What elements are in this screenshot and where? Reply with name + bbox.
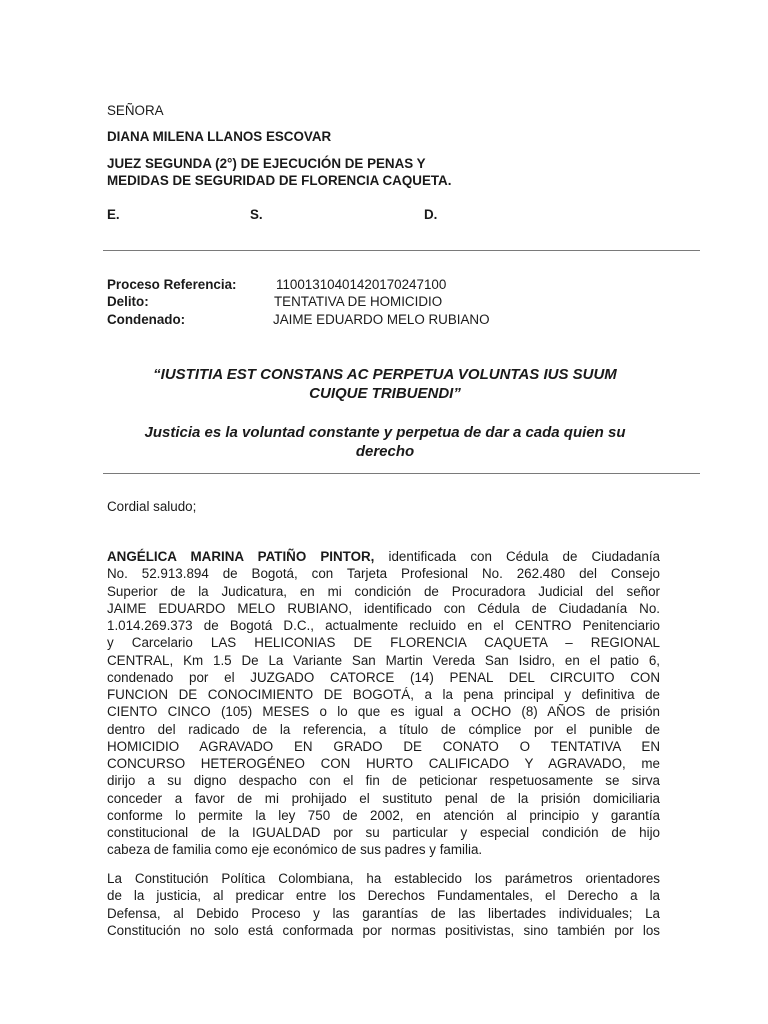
esd-s: S. [250, 207, 263, 222]
paragraph-constitution [107, 870, 660, 939]
paragraph-line: de la justicia, al predicar entre los Derechos Fundamentales, el Derecho a la [107, 888, 660, 904]
addressee-title-line-1: JUEZ SEGUNDA (2°) DE EJECUCIÓN DE PENAS Y [107, 156, 426, 171]
salutation: SEÑORA [107, 103, 164, 118]
paragraph-line: La Constitución Política Colombiana, ha establecido los parámetros orientadores [107, 871, 660, 886]
esd-e: E. [107, 207, 120, 222]
paragraph-line: JAIME EDUARDO MELO RUBIANO, identificado con Cédula de Ciudadanía No. [107, 600, 660, 616]
esd-d: D. [424, 207, 438, 222]
spanish-motto-line-2: derecho [355, 443, 415, 460]
paragraph-line: CIENTO CINCO (105) MESES o lo que es igual a OCHO (8) AÑOS de prisión [107, 704, 660, 720]
paragraph-line: dirijo a su digno despacho con el fin de peticionar respetuosamente se sirva [107, 773, 660, 789]
paragraph-line: cabeza de familia como eje económico de sus padres y familia. [107, 842, 483, 858]
paragraph-line: CENTRAL, Km 1.5 De La Variante San Martin Vereda San Isidro, en el patio 6, [107, 652, 660, 668]
latin-motto-line-2: CUIQUE TRIBUENDI” [309, 385, 461, 402]
paragraph-line: Superior de la Judicatura, en mi condición de Procuradora Judicial del señor [107, 583, 660, 599]
condenado-value: JAIME EDUARDO MELO RUBIANO [273, 312, 490, 327]
paragraph-line: No. 52.913.894 de Bogotá, con Tarjeta Profesional No. 262.480 del Consejo [107, 566, 660, 582]
paragraph-line: CONCURSO HETEROGÉNEO CON HURTO CALIFICADO Y AGRAVADO, me [107, 756, 660, 771]
paragraph-line: constitucional de la IGUALDAD por su particular y especial condición de hijo [107, 825, 660, 840]
divider-bottom [103, 473, 700, 474]
divider-top [103, 250, 700, 251]
paragraph-petition [107, 548, 660, 859]
greeting: Cordial saludo; [107, 499, 197, 514]
addressee-name: DIANA MILENA LLANOS ESCOVAR [107, 129, 332, 144]
spanish-motto-line-1: Justicia es la voluntad constante y perpetua de dar a cada quien su [144, 424, 626, 441]
paragraph-line: dentro del radicado de la referencia, a título de cómplice por el punible de [107, 721, 660, 737]
paragraph-line: 1.014.269.373 de Bogotá D.C., actualmente recluido en el CENTRO Penitenciario [107, 618, 660, 633]
paragraph-line: y Carcelario LAS HELICONIAS DE FLORENCIA CAQUETA – REGIONAL [107, 635, 660, 651]
paragraph-line: conforme lo permite la ley 750 de 2002, en atención al principio y garantía [107, 807, 660, 823]
paragraph-line: Defensa, al Debido Proceso y las garantías de las libertades individuales; La [107, 905, 660, 921]
paragraph-line: Constitución no solo está conformada por normas positivistas, sino también por los [107, 922, 660, 938]
paragraph-line: condenado por el JUZGADO CATORCE (14) PENAL DEL CIRCUITO CON [107, 669, 660, 685]
delito-label: Delito: [107, 294, 149, 309]
addressee-title-line-2: MEDIDAS DE SEGURIDAD DE FLORENCIA CAQUETA. [107, 173, 452, 188]
paragraph-line: conceder a favor de mi prohijado el sustituto penal de la prisión domiciliaria [107, 790, 660, 806]
paragraph-line: HOMICIDIO AGRAVADO EN GRADO DE CONATO O TENTATIVA EN [107, 738, 660, 754]
author-line-rest: identificada con Cédula de Ciudadanía [388, 549, 660, 564]
proceso-label: Proceso Referencia: [107, 277, 237, 292]
proceso-value: 11001310401420170247100 [276, 277, 447, 292]
paragraph-line [107, 548, 660, 565]
latin-motto-line-1: “IUSTITIA EST CONSTANS AC PERPETUA VOLUNTAS IUS SUUM [153, 366, 617, 383]
condenado-label: Condenado: [107, 312, 186, 327]
delito-value: TENTATIVA DE HOMICIDIO [274, 294, 443, 309]
paragraph-line: FUNCION DE CONOCIMIENTO DE BOGOTÁ, a la pena principal y definitiva de [107, 687, 660, 702]
author-name: ANGÉLICA MARINA PATIÑO PINTOR, [107, 549, 375, 564]
